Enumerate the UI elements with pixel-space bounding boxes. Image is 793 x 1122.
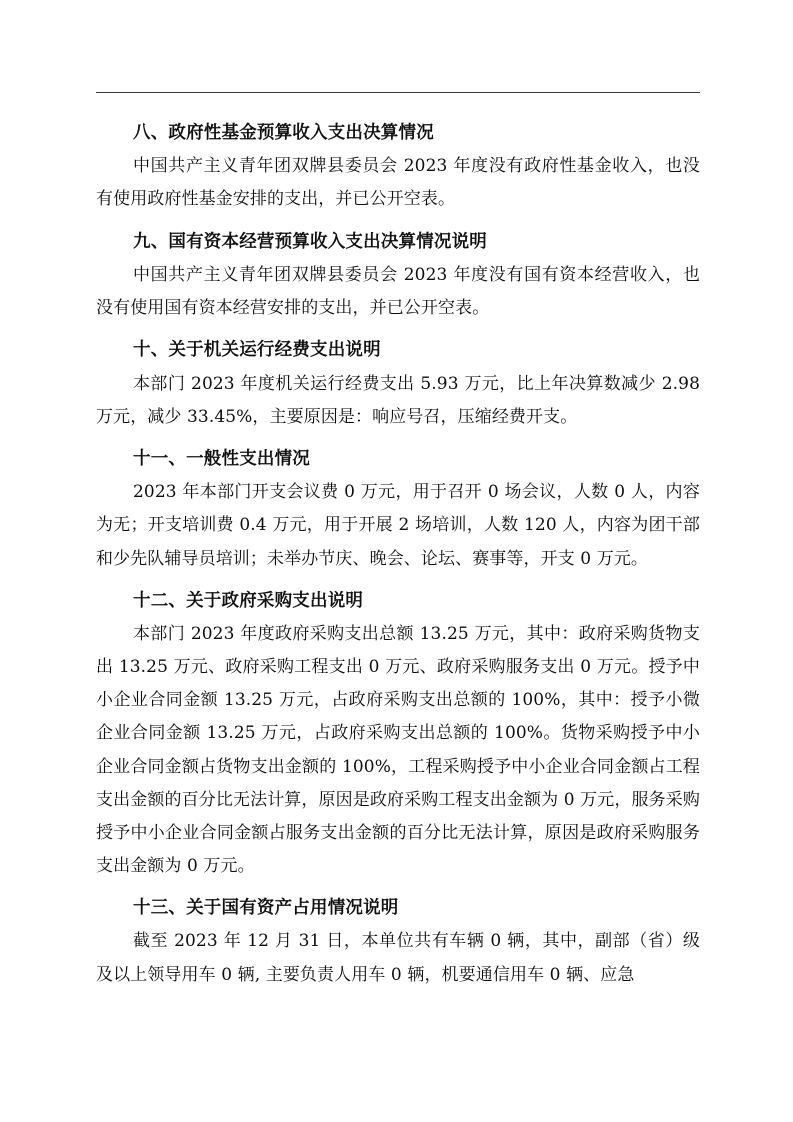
section-11-paragraph: 2023 年本部门开支会议费 0 万元，用于召开 0 场会议，人数 0 人，内容为无；开支培训费 0.4 万元，用于开展 2 场培训，人数 120 人，内容为团干部和少先队辅导员培训；未举办节庆、晚会、论坛、赛事等，开支 0 万元。 (96, 482, 700, 569)
section-heading-10: 十、关于机关运行经费支出说明 (133, 340, 381, 361)
section-heading-8: 八、政府性基金预算收入支出决算情况 (133, 123, 434, 143)
section-heading-11: 十一、一般性支出情况 (133, 448, 310, 469)
section-8-paragraph: 中国共产主义青年团双牌县委员会 2023 年度没有政府性基金收入，也没有使用政府性基金安排的支出，并已公开空表。 (96, 156, 700, 210)
section-heading-12: 十二、关于政府采购支出说明 (133, 590, 364, 611)
page-content (96, 92, 700, 992)
header-divider-rule (96, 92, 700, 93)
section-heading-13: 十三、关于国有资产占用情况说明 (133, 898, 399, 919)
section-13-paragraph: 截至 2023 年 12 月 31 日，本单位共有车辆 0 辆，其中，副部（省）级及以上领导用车 0 辆, 主要负责人用车 0 辆，机要通信用车 0 辆、应急 (96, 931, 700, 985)
section-12-paragraph: 本部门 2023 年度政府采购支出总额 13.25 万元，其中：政府采购货物支出 13.25 万元、政府采购工程支出 0 万元、政府采购服务支出 0 万元。授予中小企业合同金额 13.25 万元，占政府采购支出总额的 100%，其中：授予小微企业合同金额 13.25 万元，占政府采购支出总额的 100%。货物采购授予中小企业合同金额占货物支出金额的 100%，工程采购授予中小企业合同金额占工程支出金额的百分比无法计算，原因是政府采购工程支出金额为 0 万元，服务采购授予中小企业合同金额占服务支出金额的百分比无法计算，原因是政府采购服务支出金额为 0 万元。 (96, 623, 700, 876)
section-9-paragraph: 中国共产主义青年团双牌县委员会 2023 年度没有国有资本经营收入，也没有使用国有资本经营安排的支出，并已公开空表。 (96, 264, 700, 319)
section-10-paragraph: 本部门 2023 年度机关运行经费支出 5.93 万元，比上年决算数减少 2.98 万元，减少 33.45%，主要原因是：响应号召，压缩经费开支。 (96, 373, 700, 427)
section-heading-9: 九、国有资本经营预算收入支出决算情况说明 (133, 231, 487, 252)
document-body (96, 92, 700, 992)
